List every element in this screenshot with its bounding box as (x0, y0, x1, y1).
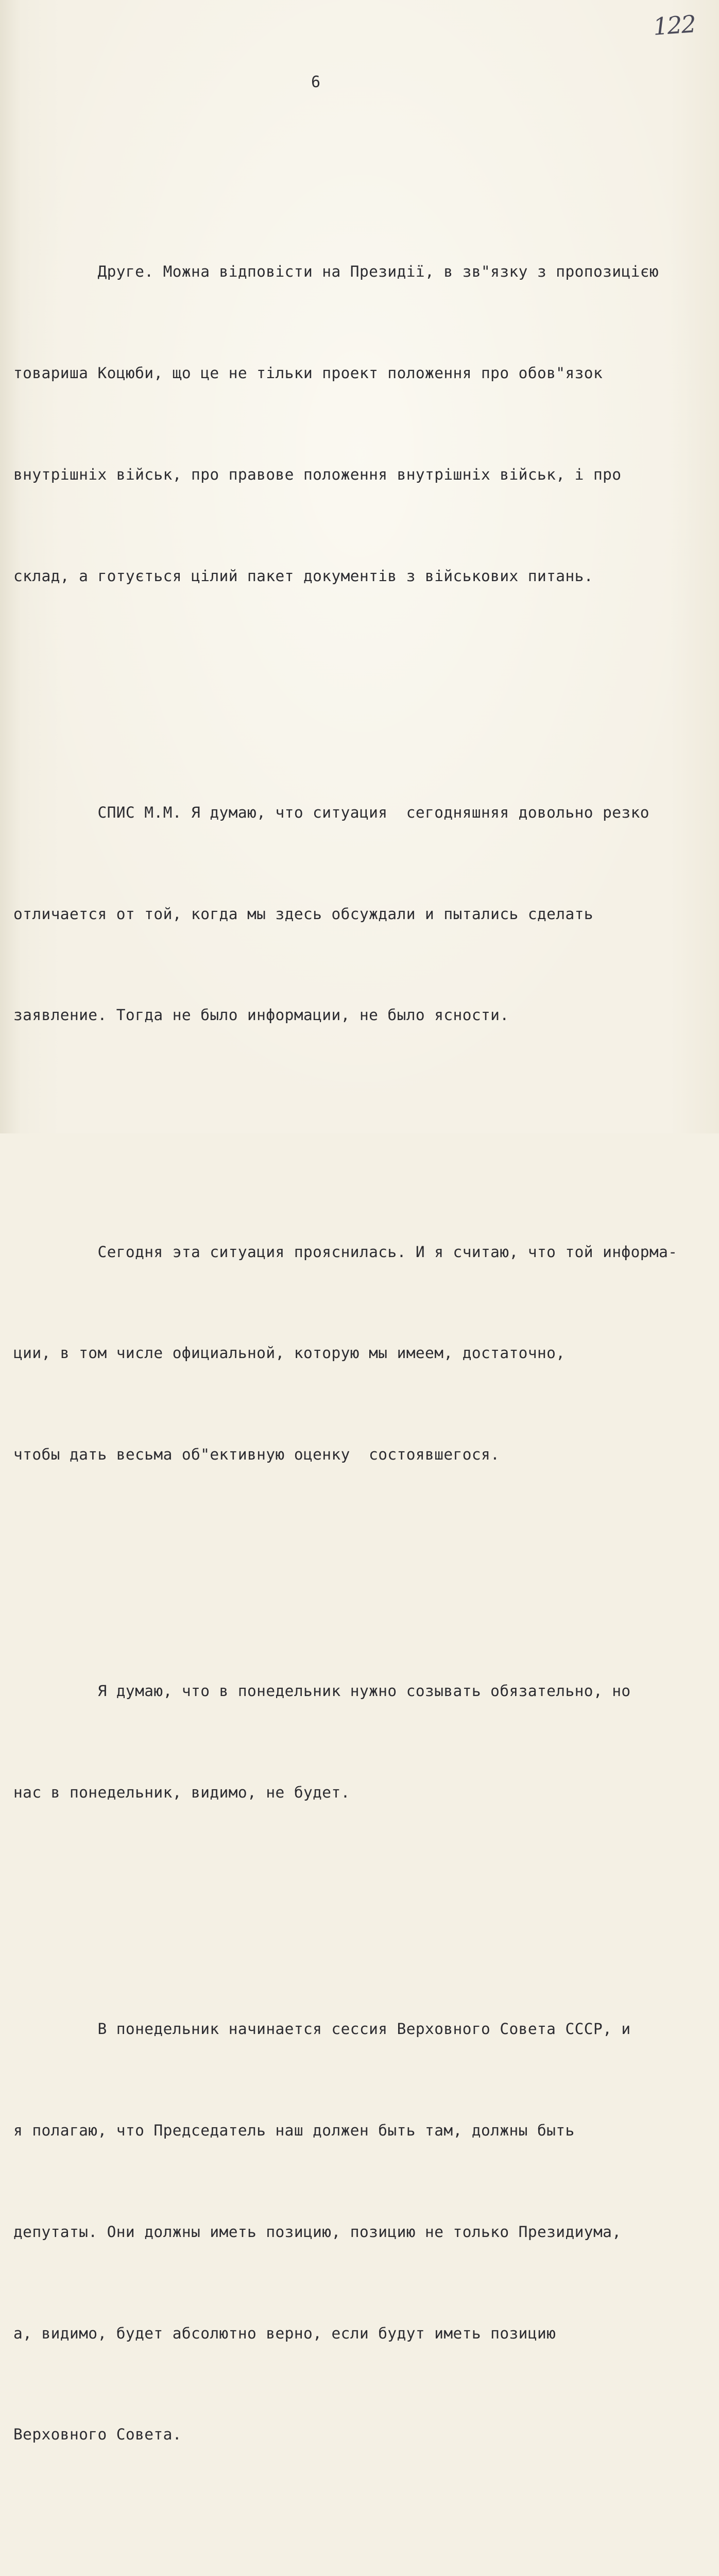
text-line: склад, а готується цілий пакет документів з військових питань. (13, 567, 593, 585)
text-line: Я думаю, что в понедельник нужно созывать обязательно, но (13, 1682, 631, 1700)
text-line: отличается от той, когда мы здесь обсуждали и пытались сделать (13, 905, 593, 923)
page-number: 6 (311, 73, 321, 91)
text-line: товариша Коцюби, що це не тільки проект положення про обов"язок (13, 364, 603, 382)
text-line: а, видимо, будет абсолютно верно, если будут иметь позицию (13, 2324, 556, 2342)
paragraph (13, 728, 714, 1100)
paragraph (13, 1945, 714, 2519)
paragraph (13, 1607, 714, 1877)
text-line: СПИС М.М. Я думаю, что ситуация сегодняшняя довольно резко (13, 803, 649, 821)
archive-sheet-number: 122 (652, 10, 696, 41)
text-line: Сегодня эта ситуация прояснилась. И я считаю, что той информа- (13, 1243, 678, 1261)
text-line: нас в понедельник, видимо, не будет. (13, 1784, 350, 1802)
text-line: депутаты. Они должны иметь позицию, позицию не только Президиума, (13, 2223, 622, 2241)
text-line: Друге. Можна відповісти на Президії, в зв"язку з пропозицією (13, 263, 659, 281)
paragraph (13, 188, 714, 660)
text-line: В понедельник начинается сессия Верховного Совета СССР, и (13, 2020, 631, 2038)
text-line: чтобы дать весьма об"ективную оценку состоявшегося. (13, 1446, 500, 1464)
text-line: Верховного Совета. (13, 2426, 182, 2444)
document-body (13, 120, 714, 2576)
text-line: заявление. Тогда не было информации, не было ясности. (13, 1006, 509, 1024)
text-line: внутрішніх військ, про правове положення внутрішніх військ, і про (13, 465, 622, 483)
paragraph (13, 1167, 714, 1539)
text-line: я полагаю, что Председатель наш должен быть там, должны быть (13, 2122, 575, 2140)
text-line: ции, в том числе официальной, которую мы имеем, достаточно, (13, 1344, 566, 1362)
